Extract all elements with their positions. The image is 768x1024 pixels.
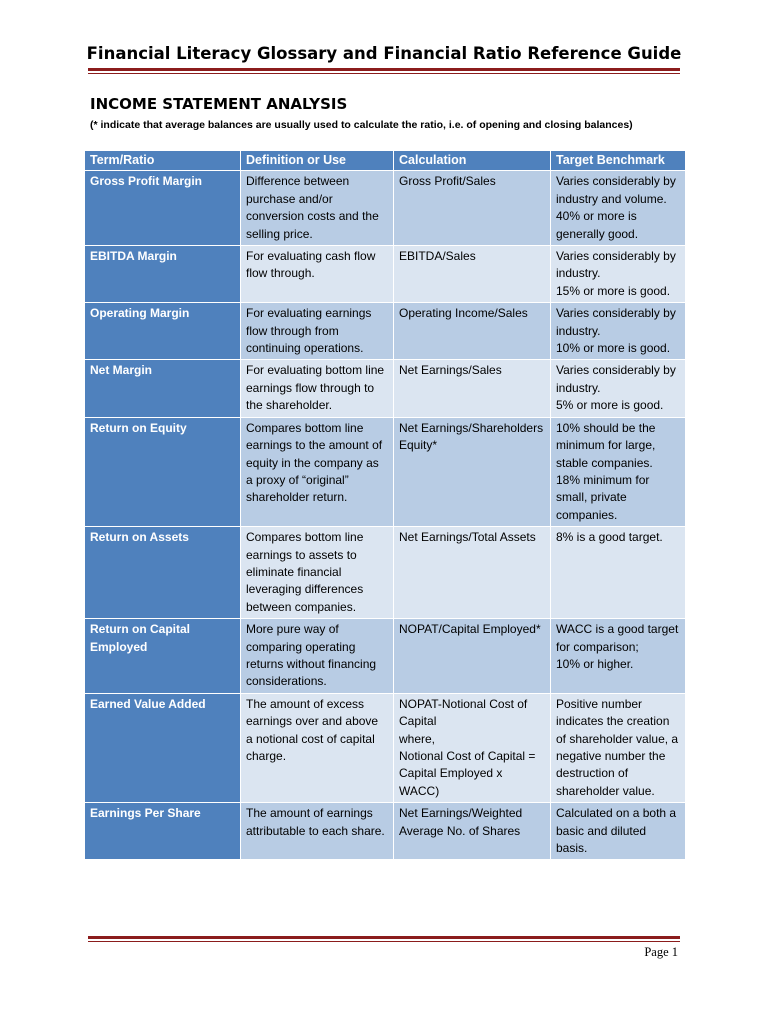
calculation-cell: Net Earnings/Total Assets xyxy=(394,527,551,619)
benchmark-cell: Varies considerably by industry. 5% or more is good. xyxy=(551,360,686,417)
term-cell: Return on Assets xyxy=(85,527,241,619)
benchmark-cell: WACC is a good target for comparison; 10% or higher. xyxy=(551,619,686,694)
term-cell: Operating Margin xyxy=(85,303,241,360)
benchmark-cell: 8% is a good target. xyxy=(551,527,686,619)
section-title: INCOME STATEMENT ANALYSIS xyxy=(90,95,348,113)
definition-cell: The amount of earnings attributable to each share. xyxy=(241,803,394,860)
table-row xyxy=(85,619,686,694)
definition-cell: For evaluating cash flow flow through. xyxy=(241,246,394,303)
table-row xyxy=(85,303,686,360)
table-row xyxy=(85,693,686,802)
calculation-cell: Net Earnings/Sales xyxy=(394,360,551,417)
table-row xyxy=(85,171,686,246)
benchmark-cell: Varies considerably by industry and volume. 40% or more is generally good. xyxy=(551,171,686,246)
column-header-calculation: Calculation xyxy=(394,151,551,171)
page-number: Page 1 xyxy=(644,945,678,959)
term-cell: Return on Equity xyxy=(85,417,241,526)
calculation-cell: Net Earnings/Shareholders Equity* xyxy=(394,417,551,526)
table-row xyxy=(85,417,686,526)
header-divider xyxy=(88,68,680,74)
benchmark-cell: Varies considerably by industry. 15% or more is good. xyxy=(551,246,686,303)
column-header-definition: Definition or Use xyxy=(241,151,394,171)
calculation-cell: Gross Profit/Sales xyxy=(394,171,551,246)
term-cell: Earnings Per Share xyxy=(85,803,241,860)
column-header-benchmark: Target Benchmark xyxy=(551,151,686,171)
table-body xyxy=(85,171,686,860)
calculation-cell: NOPAT/Capital Employed* xyxy=(394,619,551,694)
table-row xyxy=(85,803,686,860)
calculation-cell: Operating Income/Sales xyxy=(394,303,551,360)
term-cell: Earned Value Added xyxy=(85,693,241,802)
term-cell: EBITDA Margin xyxy=(85,246,241,303)
term-cell: Return on Capital Employed xyxy=(85,619,241,694)
definition-cell: The amount of excess earnings over and above a notional cost of capital charge. xyxy=(241,693,394,802)
benchmark-cell: Calculated on a both a basic and diluted basis. xyxy=(551,803,686,860)
definition-cell: For evaluating bottom line earnings flow through to the shareholder. xyxy=(241,360,394,417)
ratio-table xyxy=(84,150,686,860)
table-row xyxy=(85,527,686,619)
calculation-cell: NOPAT-Notional Cost of Capital where, Notional Cost of Capital = Capital Employed x WACC) xyxy=(394,693,551,802)
calculation-cell: EBITDA/Sales xyxy=(394,246,551,303)
benchmark-cell: Varies considerably by industry. 10% or more is good. xyxy=(551,303,686,360)
definition-cell: More pure way of comparing operating returns without financing considerations. xyxy=(241,619,394,694)
table-row xyxy=(85,360,686,417)
definition-cell: For evaluating earnings flow through from continuing operations. xyxy=(241,303,394,360)
calculation-cell: Net Earnings/Weighted Average No. of Shares xyxy=(394,803,551,860)
column-header-term: Term/Ratio xyxy=(85,151,241,171)
benchmark-cell: 10% should be the minimum for large, stable companies. 18% minimum for small, private companies. xyxy=(551,417,686,526)
term-cell: Net Margin xyxy=(85,360,241,417)
footer-divider xyxy=(88,936,680,942)
term-cell: Gross Profit Margin xyxy=(85,171,241,246)
document-header-title: Financial Literacy Glossary and Financial Ratio Reference Guide xyxy=(86,44,682,63)
table-header-row xyxy=(85,151,686,171)
benchmark-cell: Positive number indicates the creation of shareholder value, a negative number the destruction of shareholder value. xyxy=(551,693,686,802)
definition-cell: Difference between purchase and/or conversion costs and the selling price. xyxy=(241,171,394,246)
section-note: (* indicate that average balances are usually used to calculate the ratio, i.e. of opening and closing balances) xyxy=(90,119,633,131)
table-row xyxy=(85,246,686,303)
definition-cell: Compares bottom line earnings to the amount of equity in the company as a proxy of “original” shareholder return. xyxy=(241,417,394,526)
definition-cell: Compares bottom line earnings to assets to eliminate financial leveraging differences between companies. xyxy=(241,527,394,619)
